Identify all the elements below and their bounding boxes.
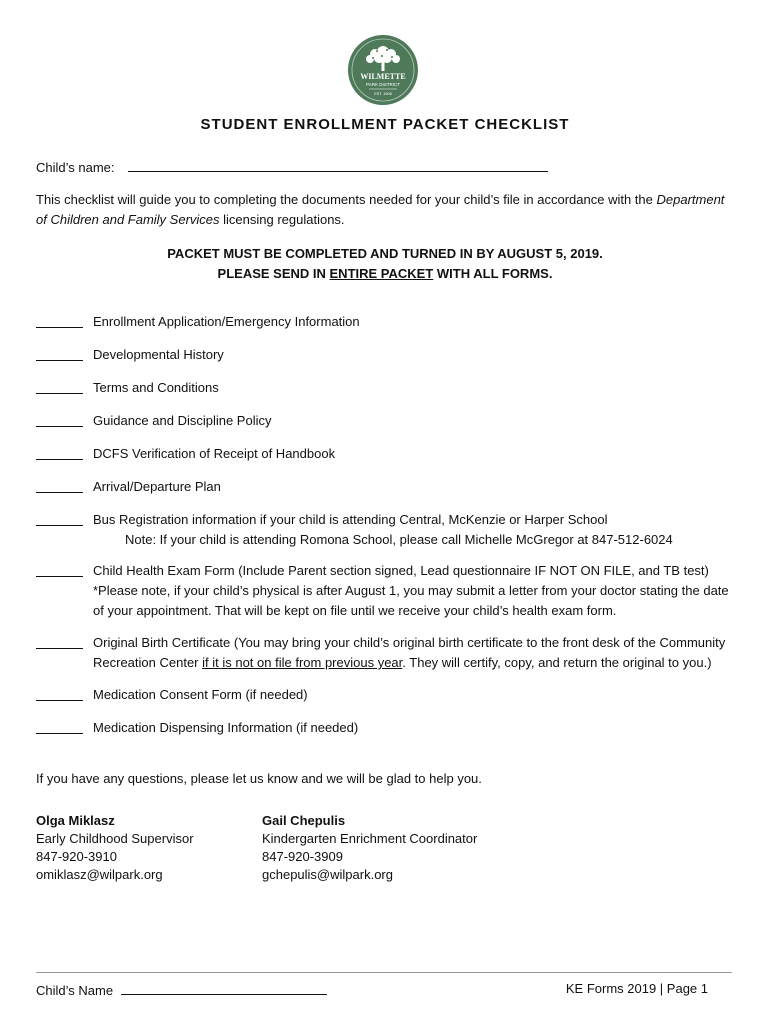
- item-label: Original Birth Certificate (You may bring your child’s original birth certificate to the front desk of the Community: [93, 635, 726, 650]
- item-label: Terms and Conditions: [93, 380, 219, 395]
- questions-note: If you have any questions, please let us know and we will be glad to help you.: [36, 771, 482, 786]
- checkbox-blank[interactable]: [36, 492, 83, 493]
- checkbox-blank[interactable]: [36, 576, 83, 577]
- contact-olga-miklasz: [36, 812, 194, 884]
- contact-email: omiklasz@wilpark.org: [36, 867, 163, 882]
- footer-form-ref: KE Forms 2019 | Page 1: [565, 981, 708, 996]
- contact-name: Olga Miklasz: [36, 813, 115, 828]
- notice-line-2: [0, 264, 770, 284]
- contact-gail-chepulis: [262, 812, 477, 884]
- item-note: of your appointment. That will be kept on file until we receive your child’s health exam form.: [93, 603, 617, 618]
- deadline-notice: [0, 244, 770, 284]
- checkbox-blank[interactable]: [36, 733, 83, 734]
- intro-text-italic: Department of Children and Family Services: [36, 192, 725, 227]
- contact-phone: 847-920-3909: [262, 849, 343, 864]
- notice-line-2-underline: ENTIRE PACKET: [329, 266, 434, 281]
- item-note-post: . They will certify, copy, and return the original to you.): [402, 655, 712, 670]
- childs-name-label: Child’s name:: [36, 160, 115, 175]
- checkbox-blank[interactable]: [36, 700, 83, 701]
- item-label: Guidance and Discipline Policy: [93, 413, 272, 428]
- item-note: [93, 653, 733, 673]
- footer-divider: [36, 972, 732, 973]
- logo-sub: PARK DISTRICT: [366, 82, 400, 87]
- logo-est: EST. 1908: [374, 92, 392, 96]
- item-label: Bus Registration information if your child is attending Central, McKenzie or Harper School: [93, 512, 608, 527]
- intro-text-pre: This checklist will guide you to completing the documents needed for your child’s file in accordance with the: [36, 192, 657, 207]
- footer-childs-name-field[interactable]: [121, 981, 327, 995]
- notice-line-2-pre: PLEASE SEND IN: [217, 266, 330, 281]
- item-note-pre: Recreation Center: [93, 655, 203, 670]
- childs-name-row: [36, 158, 548, 175]
- logo-brand: WILMETTE: [360, 72, 406, 81]
- childs-name-field[interactable]: [128, 158, 548, 172]
- contact-phone: 847-920-3910: [36, 849, 117, 864]
- item-label: Medication Dispensing Information (if needed): [93, 720, 359, 735]
- item-note: *Please note, if your child’s physical is after August 1, you may submit a letter from your doctor stating the date: [93, 583, 729, 598]
- footer-childs-name: [36, 981, 327, 998]
- item-label: Child Health Exam Form (Include Parent section signed, Lead questionnaire IF NOT ON FILE, and TB test): [93, 563, 709, 578]
- page-title: STUDENT ENROLLMENT PACKET CHECKLIST: [200, 116, 570, 133]
- checkbox-blank[interactable]: [36, 648, 83, 649]
- checkbox-blank[interactable]: [36, 360, 83, 361]
- checkbox-blank[interactable]: [36, 393, 83, 394]
- contact-role: Kindergarten Enrichment Coordinator: [262, 831, 478, 846]
- contact-role: Early Childhood Supervisor: [36, 831, 194, 846]
- intro-text-post: licensing regulations.: [219, 212, 345, 227]
- checkbox-blank[interactable]: [36, 459, 83, 460]
- item-label: DCFS Verification of Receipt of Handbook: [93, 446, 336, 461]
- item-label: Arrival/Departure Plan: [93, 479, 221, 494]
- footer-childs-name-label: Child’s Name: [36, 983, 114, 998]
- checkbox-blank[interactable]: [36, 426, 83, 427]
- item-label: Enrollment Application/Emergency Information: [93, 314, 360, 329]
- contact-name: Gail Chepulis: [262, 813, 346, 828]
- wilmette-park-district-logo: [347, 34, 419, 106]
- contact-email: gchepulis@wilpark.org: [262, 867, 393, 882]
- notice-line-1: PACKET MUST BE COMPLETED AND TURNED IN BY AUGUST 5, 2019.: [167, 246, 603, 261]
- item-note: Note: If your child is attending Romona School, please call Michelle McGregor at 847-512-6024: [125, 532, 673, 547]
- item-label: Medication Consent Form (if needed): [93, 687, 308, 702]
- item-note-underline: if it is not on file from previous year: [202, 655, 403, 670]
- intro-paragraph: [36, 190, 736, 230]
- checkbox-blank[interactable]: [36, 525, 83, 526]
- checkbox-blank[interactable]: [36, 327, 83, 328]
- notice-line-2-post: WITH ALL FORMS.: [433, 266, 553, 281]
- item-label: Developmental History: [93, 347, 224, 362]
